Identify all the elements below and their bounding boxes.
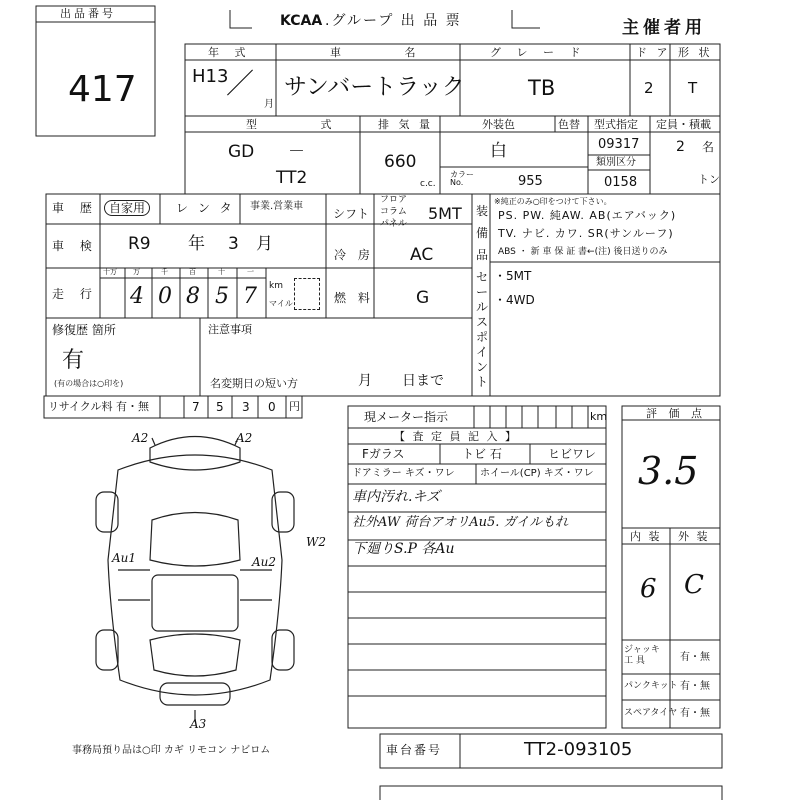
recycle-unit: 円 [289, 400, 300, 413]
mileage-digit: 4 [130, 284, 144, 309]
shift-option-floor: フロア [380, 195, 408, 205]
model-value-2: TT2 [276, 168, 308, 188]
year-month-unit: 月 [264, 99, 274, 110]
exterior-label: 外 装 [678, 530, 710, 543]
recycle-label: リサイクル料 有・無 [48, 400, 149, 413]
appraiser-comment: 車内汚れ.キズ [352, 489, 441, 505]
repair-label: 修復歴 箇所 [52, 323, 116, 337]
appraiser-comment: 社外AW 荷台アオリAu5. ガイルもれ [352, 515, 569, 530]
model-value-1: GD [228, 142, 255, 162]
equipment-note: ※純正のみ○印をつけて下さい。 [494, 197, 612, 206]
recycle-digit: 0 [268, 400, 276, 414]
grade-value: TB [528, 76, 556, 100]
glass-chip-label: トビ 石 [462, 447, 502, 461]
color-label: 外装色 [482, 118, 515, 131]
inspection-month-unit: 月 [256, 234, 273, 254]
inspection-month: 3 [228, 234, 239, 254]
org-title: .グループ 出 品 票 [325, 13, 462, 29]
mileage-unit-100: 百 [189, 268, 196, 276]
mileage-mile: マイル [269, 299, 293, 308]
mileage-km: km [269, 281, 283, 291]
evaluation-label: 評 価 点 [646, 407, 706, 420]
mileage-unit-10k: 万 [133, 268, 140, 276]
load-unit: トン [698, 173, 720, 186]
shape-value: T [688, 79, 698, 97]
type-designation-label: 型式指定 [594, 118, 638, 131]
recycle-digit: 3 [242, 400, 250, 414]
shift-label: シフト [333, 207, 370, 221]
inspection-era: R9 [128, 234, 151, 254]
grade-label: グ レ ー ド [490, 46, 587, 59]
repair-value: 有 [62, 348, 85, 373]
chassis-label: 車台番号 [386, 743, 443, 757]
wheel-label: ホイール(CP) キズ・ワレ [480, 468, 594, 479]
mileage-unit-10: 十 [218, 268, 225, 276]
lot-number-label: 出品番号 [60, 7, 116, 20]
fuel-label: 燃 料 [334, 291, 374, 305]
equipment-line-1: PS. PW. 純AW. AB(エアバック) [498, 209, 677, 222]
displacement-unit: c.c. [420, 179, 436, 189]
mileage-unit-1: 一 [247, 268, 254, 276]
deadline-day-unit: 日まで [402, 373, 444, 389]
diagram-mark: Au2 [252, 555, 277, 569]
mileage-unit-1k: 千 [161, 268, 168, 276]
puncture-kit-value: 有・無 [680, 681, 710, 692]
mile-checkbox [294, 278, 320, 310]
inspection-year-unit: 年 [188, 234, 205, 254]
mileage-digit: 8 [186, 284, 200, 309]
shift-option-column: コラム [380, 207, 407, 217]
recycle-digit: 5 [216, 400, 224, 414]
year-label: 年 式 [208, 46, 252, 59]
type-designation-value: 09317 [598, 137, 640, 152]
diagram-mark: A2 [236, 431, 253, 445]
equipment-line-3: ABS ・ 新 車 保 証 書←(注) 後日送りのみ [498, 247, 668, 257]
front-glass-label: Fガラス [362, 447, 405, 461]
diagram-mark: W2 [306, 535, 326, 549]
year-value: H13 [192, 66, 229, 87]
shift-option-panel: パネル [380, 219, 408, 229]
interior-grade: 6 [640, 574, 657, 604]
mileage-unit-100k: 十万 [103, 268, 117, 276]
category-value: 0158 [604, 175, 638, 190]
interior-label: 内 装 [630, 530, 662, 543]
sales-points-side-label: セールスポイント [476, 270, 489, 389]
mileage-digit: 5 [215, 284, 229, 309]
displacement-label: 排 気 量 [378, 118, 433, 131]
diagram-mark: A3 [190, 717, 207, 731]
color-value: 白 [490, 141, 507, 161]
exterior-grade: C [684, 570, 704, 600]
org-brand: KCAA [280, 13, 323, 29]
equipment-side-label: 装 備 品 [476, 204, 489, 262]
name-change-deadline-label: 名変期日の短い方 [210, 377, 298, 390]
chassis-number: TT2-093105 [524, 739, 633, 760]
fuel-value: G [416, 288, 430, 308]
diagram-mark: Au1 [112, 551, 137, 565]
mileage-digit: 0 [158, 284, 172, 309]
history-private: 自家用 [104, 200, 150, 216]
organizer-use-label: 主催者用 [622, 18, 706, 38]
appraiser-title: 【 査 定 員 記 入 】 [394, 430, 518, 443]
recycle-digit: 7 [192, 400, 200, 414]
appraiser-comment: 下廻りS.P 各Au [352, 541, 455, 557]
model-dash: － [288, 142, 305, 162]
office-items: 事務局預り品は○印 カギ リモコン ナビロム [72, 745, 271, 756]
doors-value: 2 [644, 79, 654, 97]
spare-tire-label: スペアタイヤ [624, 708, 678, 718]
mileage-label: 走 行 [52, 287, 98, 301]
spare-tire-value: 有・無 [680, 708, 710, 719]
history-business: 事業.営業車 [250, 201, 304, 212]
shape-label: 形 状 [678, 46, 713, 59]
glass-crack-label: ヒビワレ [548, 447, 597, 461]
model-label: 型 式 [246, 118, 362, 131]
meter-label: 現メーター指示 [364, 410, 449, 424]
color-code-label: カラー No. [450, 170, 474, 187]
jack-tools-label: ジャッキ 工 具 [624, 645, 660, 666]
meter-unit: km [590, 410, 608, 423]
lot-number: 417 [68, 69, 137, 110]
doors-label: ド ア [636, 46, 671, 59]
repair-note: (有の場合は○印を) [54, 379, 124, 388]
recolor-label: 色替 [558, 118, 580, 131]
equipment-line-2: TV. ナビ. カワ. SR(サンルーフ) [498, 227, 674, 240]
shift-value: 5MT [428, 204, 462, 223]
history-label: 車 歴 [52, 201, 98, 215]
mileage-digit: 7 [243, 284, 257, 309]
car-name: サンバートラック [284, 74, 465, 100]
name-label: 車 名 [330, 46, 446, 59]
sales-point-item: ・5MT [494, 269, 532, 283]
door-mirror-label: ドアミラー キズ・ワレ [352, 468, 455, 479]
color-code-value: 955 [518, 174, 543, 189]
puncture-kit-label: パンクキット [624, 681, 678, 691]
capacity-label: 定員・積載 [656, 118, 711, 131]
jack-tools-value: 有・無 [680, 652, 710, 663]
year-slash: ／ [226, 67, 255, 100]
inspection-label: 車 検 [52, 239, 98, 253]
deadline-month-unit: 月 [358, 373, 372, 389]
capacity-value: 2 [676, 139, 685, 155]
ac-label: 冷 房 [334, 248, 374, 262]
notes-label: 注意事項 [208, 323, 252, 336]
evaluation-score: 3.5 [638, 449, 699, 493]
ac-value: AC [410, 245, 434, 265]
history-rental: レ ン タ [176, 201, 235, 215]
capacity-unit: 名 [702, 140, 715, 154]
diagram-mark: A2 [132, 431, 149, 445]
sales-point-item: ・4WD [494, 293, 535, 307]
category-label: 類別区分 [596, 157, 636, 168]
displacement-value: 660 [384, 152, 417, 172]
